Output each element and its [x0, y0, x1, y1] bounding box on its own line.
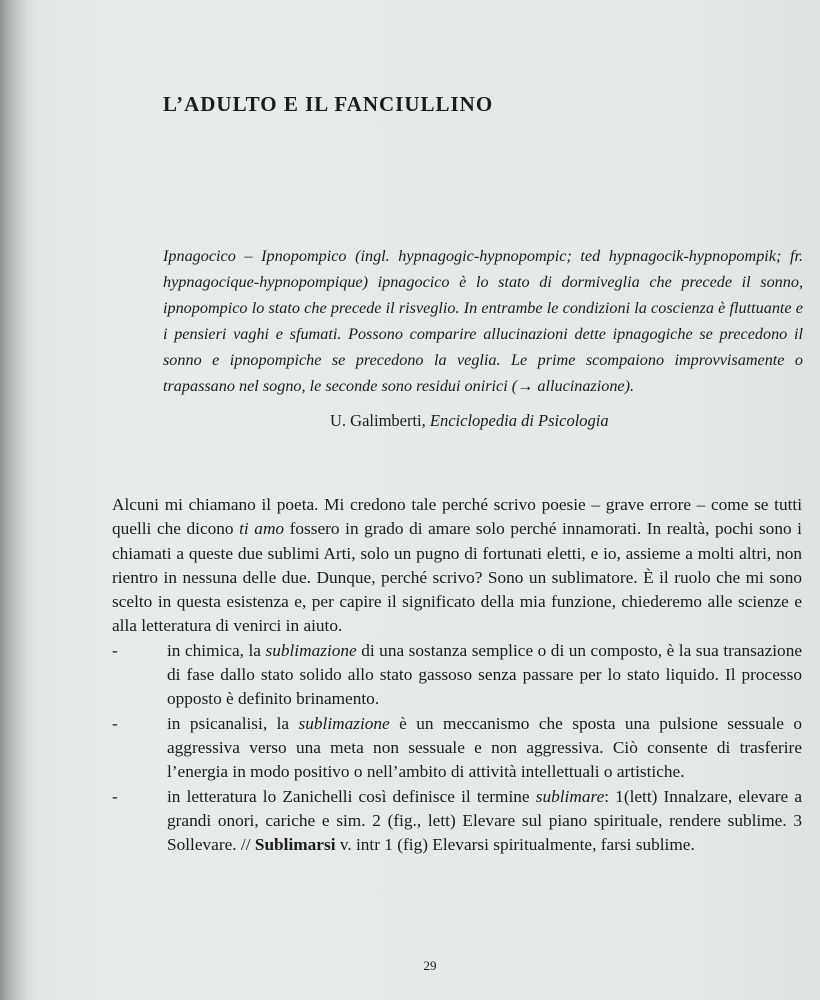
- item-text: in letteratura lo Zanichelli così definisce il termine: [167, 786, 536, 806]
- item-text: di una sostanza semplice o di un composto, è la sua transazione di fase dallo stato solido allo stato gassoso senza passare per lo stato liquido. Il processo opposto è definito brinamento.: [167, 640, 803, 709]
- attribution-author: U. Galimberti,: [330, 411, 426, 430]
- list-dash: -: [112, 640, 118, 660]
- epigraph-text: Ipnagocico – Ipnopompico (ingl. hypnagogic-hypnopompic; ted hypnagocik-hypnopompik; fr. hypnagocique-hypnopompique) ipnagocico è lo stato di dormiveglia che precede il sonno, ipnopompico lo stato che precede il risveglio. In entrambe le condizioni la coscienza è fluttuante e i pensieri vaghi e sfumati. Possono comparire allucinazioni dette ipnagogiche se precedono il sonno e ipnopompiche se precedono la veglia. Le prime scompaiono improvvisamente o trapassano nel sogno, le seconde sono residui onirici (→ allucinazione).: [163, 247, 803, 395]
- item-emphasis: sublimazione: [298, 713, 390, 733]
- item-text: in psicanalisi, la: [167, 713, 299, 733]
- list-item-psychoanalysis: [112, 712, 802, 785]
- chapter-title: L’ADULTO E IL FANCIULLINO: [163, 92, 494, 116]
- item-text: v. intr 1 (fig) Elevarsi spiritualmente, farsi sublime.: [335, 835, 695, 855]
- item-emphasis: sublimazione: [265, 640, 357, 660]
- attribution-work: Enciclopedia di Psicologia: [429, 411, 609, 430]
- item-text: in chimica, la: [167, 640, 266, 660]
- intro-text-1: Alcuni mi chiamano il poeta. Mi credono tale perché scrivo poesie – grave errore – come se tutti quelli che dicono: [112, 495, 802, 539]
- list-item-chemistry: [112, 639, 802, 712]
- body-text: [112, 493, 802, 857]
- item-text: è un meccanismo che sposta una pulsione sessuale o aggressiva verso una meta non sessuale e non aggressiva. Ciò consente di trasferire l’energia in modo positivo o nell’ambito di attività intellettuali o artistiche.: [167, 713, 802, 782]
- epigraph-attribution: [330, 411, 609, 431]
- item-strong: Sublimarsi: [254, 835, 336, 855]
- definition-list: [112, 639, 802, 858]
- intro-paragraph: [112, 493, 802, 639]
- intro-emphasis: ti amo: [239, 519, 285, 539]
- item-emphasis: sublimare: [535, 786, 605, 806]
- book-spine-shadow: [0, 0, 26, 1000]
- list-dash: -: [112, 713, 118, 733]
- page-number: 29: [423, 958, 437, 973]
- intro-text-2: fossero in grado di amare solo perché innamorati. In realtà, pochi sono i chiamati a queste due sublimi Arti, solo un pugno di fortunati eletti, e io, assieme a molti altri, non rientro in nessuna delle due. Dunque, perché scrivo? Sono un sublimatore. È il ruolo che mi sono scelto in questa esistenza e, per capire il significato della mia funzione, chiederemo alle scienze e alla letteratura di venirci in aiuto.: [112, 519, 802, 636]
- list-dash: -: [112, 786, 118, 806]
- item-text: : 1(lett) Innalzare, elevare a grandi onori, cariche e sim. 2 (fig., lett) Elevare sul piano spirituale, rendere sublime. 3 Sollevare. //: [167, 786, 802, 855]
- list-item-literature: [112, 785, 802, 858]
